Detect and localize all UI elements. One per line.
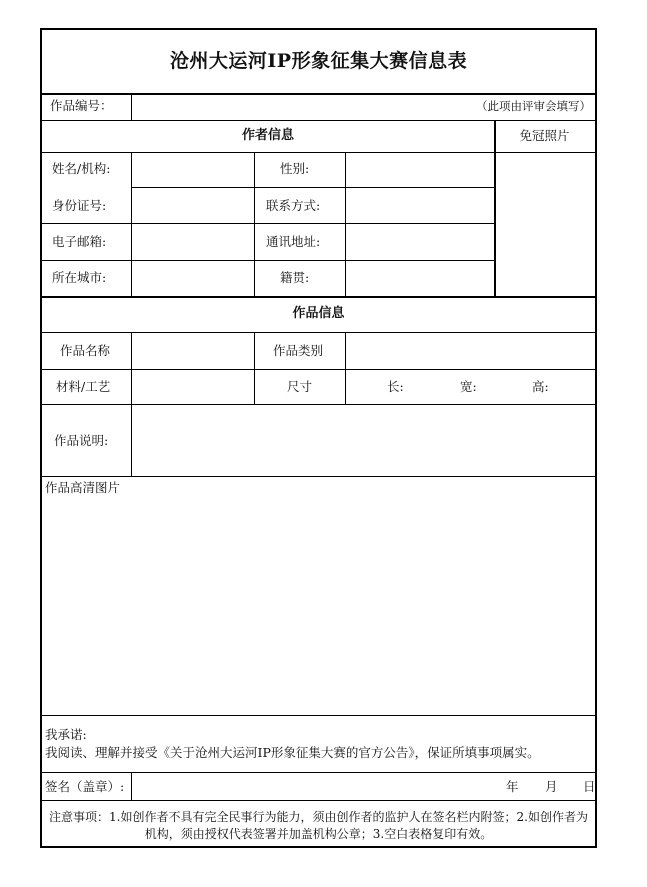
pledge-heading: 我承诺:	[45, 727, 87, 742]
divider	[42, 800, 595, 801]
divider	[42, 772, 595, 773]
address-label: 通讯地址:	[266, 234, 321, 249]
photo-label: 免冠照片	[519, 128, 570, 143]
divider	[131, 772, 132, 800]
divider	[131, 93, 132, 120]
divider	[42, 120, 595, 121]
city-label: 所在城市:	[52, 270, 107, 285]
divider	[254, 152, 255, 296]
author-section-title: 作者信息	[241, 128, 294, 143]
day-label: 日	[583, 779, 596, 794]
contact-label: 联系方式:	[266, 198, 321, 213]
divider	[42, 476, 595, 477]
width-label: 宽:	[460, 379, 477, 394]
divider	[42, 296, 595, 298]
gender-label: 性别:	[280, 161, 310, 176]
image-area-label: 作品高清图片	[45, 480, 121, 495]
divider	[42, 332, 595, 333]
divider	[345, 152, 346, 296]
size-label: 尺寸	[286, 379, 312, 394]
divider	[42, 369, 595, 370]
hometown-label: 籍贯:	[280, 270, 310, 285]
name-label: 姓名/机构:	[52, 161, 111, 176]
work-number-label: 作品编号：	[50, 98, 113, 113]
work-name-label: 作品名称	[60, 343, 111, 358]
divider	[345, 332, 346, 404]
height-label: 高:	[532, 379, 549, 394]
divider	[494, 120, 496, 296]
description-label: 作品说明:	[54, 433, 109, 448]
info-form	[40, 28, 597, 848]
length-label: 长:	[387, 379, 404, 394]
form-title: 沧州大运河IP形象征集大赛信息表	[169, 50, 468, 72]
divider	[42, 404, 595, 405]
material-label: 材料/工艺	[56, 379, 111, 394]
work-number-note: （此项由评审会填写）	[476, 99, 591, 113]
divider	[131, 152, 132, 296]
divider	[42, 223, 494, 224]
id-number-label: 身份证号:	[52, 198, 107, 213]
divider	[42, 93, 595, 95]
email-label: 电子邮箱:	[52, 234, 107, 249]
divider	[42, 152, 595, 153]
work-category-label: 作品类别	[273, 343, 324, 358]
year-label: 年	[506, 779, 519, 794]
divider	[42, 260, 494, 261]
signature-label: 签名（盖章）:	[45, 779, 125, 794]
notice-text: 注意事项：1.如创作者不具有完全民事行为能力，须由创作者的监护人在签名栏内附签；2.如创作者为机构，须由授权代表签署并加盖机构公章；3.空白表格复印有效。	[49, 810, 588, 841]
pledge-text: 我阅读、理解并接受《关于沧州大运河IP形象征集大赛的官方公告》，保证所填事项属实。	[45, 745, 540, 760]
work-section-title: 作品信息	[292, 306, 345, 321]
month-label: 月	[545, 779, 558, 794]
divider	[132, 187, 494, 188]
divider	[42, 715, 595, 716]
divider	[131, 332, 132, 476]
